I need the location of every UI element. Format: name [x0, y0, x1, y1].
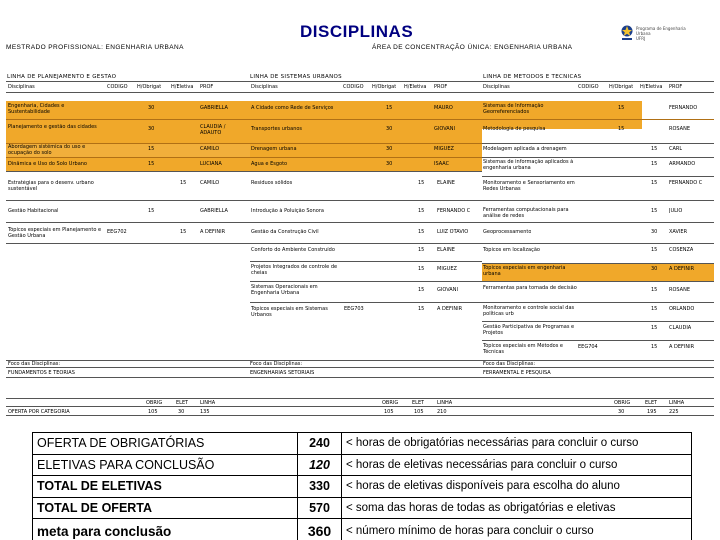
foco-label-2: Foco das Disciplinas:: [250, 361, 303, 367]
total-linha-label-2: LINHA: [437, 400, 453, 406]
cell-text: CAMILO: [200, 146, 220, 152]
cell-text: Transportes urbanos: [251, 126, 303, 132]
cell-text: A DEFINIR: [669, 266, 695, 272]
cell-text: < horas de eletivas disponíveis para escolha do aluno: [342, 476, 692, 498]
cell-text: Ferramentas computacionais para análise de redes: [483, 207, 569, 219]
total-elet-c1: 30: [178, 409, 185, 415]
col-header-disc-1: Disciplinas: [8, 84, 35, 90]
total-elet-c2: 105: [414, 409, 424, 415]
cell-text: 30: [386, 126, 393, 132]
col-header-prof-1: PROF: [200, 84, 214, 90]
cell-text: ELETIVAS PARA CONCLUSÃO: [33, 454, 298, 476]
total-obrig-label-3: OBRIG: [614, 400, 631, 406]
cell-text: A Cidade como Rede de Serviços: [251, 105, 334, 111]
cell-text: Engenharia, Cidades e Sustentabilidade: [8, 103, 65, 115]
cell-text: Tópicos especiais em Métodos e Técnicas: [483, 343, 563, 355]
total-elet-label-2: ELET: [412, 400, 425, 406]
summary-row: [33, 433, 692, 455]
cell-text: Tópicos especiais em Sistemas Urbanos: [251, 306, 328, 318]
col-header-prof-2: PROF: [434, 84, 448, 90]
cell-text: 15: [180, 229, 187, 235]
cell-text: < soma das horas de todas as obrigatórias e eletivas: [342, 497, 692, 519]
col-header-hobrig-1: H/Obrigat: [137, 84, 162, 90]
logo-emblem-icon: [620, 24, 634, 42]
cell-text: 240: [298, 433, 342, 455]
oferta-categoria-label: OFERTA POR CATEGORIA: [8, 409, 70, 415]
cell-text: FERNANDO: [669, 105, 698, 111]
cell-text: CLAUDIA: [669, 325, 692, 331]
cell-text: ELAINE: [437, 180, 455, 186]
cell-text: 30: [386, 146, 393, 152]
col-header-codigo-3: CÓDIGO: [578, 84, 599, 90]
total-obrig-c2: 105: [384, 409, 394, 415]
cell-text: CAMILO: [200, 180, 220, 186]
cell-text: ROSANE: [669, 287, 690, 293]
cell-text: TOTAL DE OFERTA: [33, 497, 298, 519]
cell-text: Gestão da Construção Civil: [251, 229, 319, 235]
cell-text: 120: [298, 454, 342, 476]
cell-text: ORLANDO: [669, 306, 695, 312]
foco-value-1: FUNDAMENTOS E TEORIAS: [8, 370, 75, 376]
cell-text: Gestão Participativa de Programas e Projetos: [483, 324, 575, 336]
cell-text: 30: [386, 161, 393, 167]
total-obrig-label-2: OBRIG: [382, 400, 399, 406]
total-obrig-c3: 30: [618, 409, 625, 415]
cell-text: LUCIANA: [200, 161, 222, 167]
foco-value-3: FERRAMENTAL E PESQUISA: [483, 370, 551, 376]
cell-text: CARL: [669, 146, 683, 152]
summary-row: [33, 476, 692, 498]
cell-text: 30: [651, 266, 658, 272]
total-obrig-c1: 105: [148, 409, 158, 415]
cell-text: EEG703: [344, 306, 364, 312]
total-elet-label-1: ELET: [176, 400, 189, 406]
cell-text: 15: [651, 161, 658, 167]
program-name: MESTRADO PROFISSIONAL: ENGENHARIA URBANA: [6, 44, 184, 51]
cell-text: GIOVANI: [434, 126, 455, 132]
cell-text: 15: [651, 325, 658, 331]
cell-text: meta para conclusão: [33, 519, 298, 540]
cell-text: Geoprocessamento: [483, 229, 532, 235]
foco-label-3: Foco das Disciplinas:: [483, 361, 536, 367]
cell-text: Conforto do Ambiente Construído: [251, 247, 335, 253]
line-title-planning: LINHA DE PLANEJAMENTO E GESTÃO: [7, 74, 117, 80]
col-header-disc-3: Disciplinas: [483, 84, 510, 90]
cell-text: < horas de obrigatórias necessárias para concluir o curso: [342, 433, 692, 455]
cell-text: OFERTA DE OBRIGATÓRIAS: [33, 433, 298, 455]
cell-text: Ferramentas para tomada de decisão: [483, 285, 577, 291]
cell-text: FERNANDO C: [669, 180, 703, 186]
foco-label-1: Foco das Disciplinas:: [8, 361, 61, 367]
cell-text: Resíduos sólidos: [251, 180, 293, 186]
total-linha-c3: 225: [669, 409, 679, 415]
cell-text: 15: [651, 287, 658, 293]
cell-text: ISAAC: [434, 161, 450, 167]
cell-text: COSENZA: [669, 247, 694, 253]
cell-text: < número mínimo de horas para concluir o curso: [342, 519, 692, 540]
cell-text: XAVIER: [669, 229, 688, 235]
cell-text: 15: [148, 146, 155, 152]
foco-value-2: ENGENHARIAS SETORIAIS: [250, 370, 315, 376]
cell-text: FERNANDO C: [437, 208, 471, 214]
col-header-prof-3: PROF: [669, 84, 683, 90]
cell-text: Drenagem urbana: [251, 146, 297, 152]
cell-text: Metodologia de pesquisa: [483, 126, 546, 132]
cell-text: 15: [651, 247, 658, 253]
summary-row-meta: [33, 519, 692, 540]
cell-text: 15: [651, 180, 658, 186]
cell-text: Modelagem aplicada a drenagem: [483, 146, 567, 152]
col-header-codigo-2: CÓDIGO: [343, 84, 364, 90]
cell-text: 15: [148, 161, 155, 167]
cell-text: 15: [651, 344, 658, 350]
cell-text: 15: [418, 266, 425, 272]
cell-text: Urbana: [636, 31, 651, 36]
cell-text: 15: [418, 229, 425, 235]
total-linha-label-1: LINHA: [200, 400, 216, 406]
logo-text: [636, 26, 686, 41]
cell-text: 15: [148, 208, 155, 214]
cell-text: TOTAL DE ELETIVAS: [33, 476, 298, 498]
cell-text: A DEFINIR: [669, 344, 695, 350]
cell-text: Água e Esgoto: [251, 161, 288, 167]
cell-text: 570: [298, 497, 342, 519]
cell-text: 30: [148, 126, 155, 132]
cell-text: 15: [418, 208, 425, 214]
cell-text: 15: [418, 180, 425, 186]
cell-text: Tópicos especiais em engenharia urbana: [483, 265, 566, 277]
summary-row: [33, 497, 692, 519]
program-logo: [620, 24, 710, 46]
cell-text: Monitoramento e controle social das políticas urb: [483, 305, 575, 317]
total-linha-c2: 210: [437, 409, 447, 415]
cell-text: Gestão Habitacional: [8, 208, 59, 214]
cell-text: Sistemas de informação aplicados à engenharia urbana: [483, 159, 574, 171]
col-header-hobrig-2: H/Obrigat: [372, 84, 397, 90]
cell-text: LUIZ OTÁVIO: [437, 229, 469, 235]
cell-text: 15: [386, 105, 393, 111]
cell-text: 15: [651, 306, 658, 312]
total-obrig-label-1: OBRIG: [146, 400, 163, 406]
cell-text: 15: [618, 126, 625, 132]
cell-text: Planejamento e gestão das cidades: [8, 124, 97, 130]
cell-text: CLAUDIA / ADAUTO: [200, 124, 226, 136]
cell-text: 15: [418, 287, 425, 293]
cell-text: 15: [651, 208, 658, 214]
cell-text: < horas de eletivas necessárias para concluir o curso: [342, 454, 692, 476]
col-header-hobrig-3: H/Obrigat: [609, 84, 634, 90]
cell-text: GABRIELLA: [200, 208, 228, 214]
cell-text: MIGUEZ: [437, 266, 457, 272]
cell-text: 30: [651, 229, 658, 235]
col-header-heletiva-1: H/Eletiva: [171, 84, 194, 90]
total-elet-c3: 195: [647, 409, 657, 415]
col-header-disc-2: Disciplinas: [251, 84, 278, 90]
cell-text: 15: [618, 105, 625, 111]
page-title: DISCIPLINAS: [300, 22, 414, 41]
cell-text: Monitoramento e Sensoriamento em Redes Urbanas: [483, 180, 575, 192]
cell-text: 15: [651, 146, 658, 152]
cell-text: 30: [148, 105, 155, 111]
cell-text: Tópicos em localização: [483, 247, 540, 253]
col-header-heletiva-2: H/Eletiva: [404, 84, 427, 90]
total-linha-c1: 135: [200, 409, 210, 415]
cell-text: ELAINE: [437, 247, 455, 253]
cell-text: Projetos Integrados de controle de cheias: [251, 264, 338, 276]
summary-table: [32, 432, 692, 540]
summary-row: [33, 454, 692, 476]
cell-text: ARMANDO: [669, 161, 696, 167]
cell-text: Tópicos especiais em Planejamento e Gestão Urbana: [8, 227, 102, 239]
cell-text: Sistemas Operacionais em Engenharia Urbana: [251, 284, 318, 296]
cell-text: GABRIELLA: [200, 105, 228, 111]
line-title-methods: LINHA DE MÉTODOS E TÉCNICAS: [483, 74, 582, 80]
cell-text: EEG702: [107, 229, 127, 235]
concentration-area: ÁREA DE CONCENTRAÇÃO ÚNICA: ENGENHARIA URBANA: [372, 44, 573, 51]
col-header-codigo-1: CÓDIGO: [107, 84, 128, 90]
cell-text: MAURO: [434, 105, 453, 111]
total-elet-label-3: ELET: [645, 400, 658, 406]
cell-text: GIOVANI: [437, 287, 458, 293]
cell-text: Abordagem sistêmica do uso e ocupação do solo: [8, 144, 86, 156]
total-linha-label-3: LINHA: [669, 400, 685, 406]
cell-text: 330: [298, 476, 342, 498]
cell-text: Dinâmica e Uso do Solo Urbano: [8, 161, 87, 167]
cell-text: Introdução à Poluição Sonora: [251, 208, 324, 214]
cell-text: ROSANE: [669, 126, 690, 132]
cell-text: UFRJ: [636, 36, 646, 41]
cell-text: 15: [180, 180, 187, 186]
cell-text: 15: [418, 247, 425, 253]
cell-text: 360: [298, 519, 342, 540]
cell-text: EEG704: [578, 344, 598, 350]
cell-text: MIGUEZ: [434, 146, 454, 152]
cell-text: JULIO: [669, 208, 683, 214]
cell-text: Estratégias para o desenv. urbano sustentável: [8, 180, 94, 192]
cell-text: Programa de Engenharia: [636, 26, 686, 31]
cell-text: Sistemas de Informação Georreferenciados: [483, 103, 544, 115]
col-header-heletiva-3: H/Eletiva: [640, 84, 663, 90]
line-title-urban-systems: LINHA DE SISTEMAS URBANOS: [250, 74, 342, 80]
cell-text: A DEFINIR: [437, 306, 463, 312]
cell-text: 15: [418, 306, 425, 312]
cell-text: A DEFINIR: [200, 229, 226, 235]
